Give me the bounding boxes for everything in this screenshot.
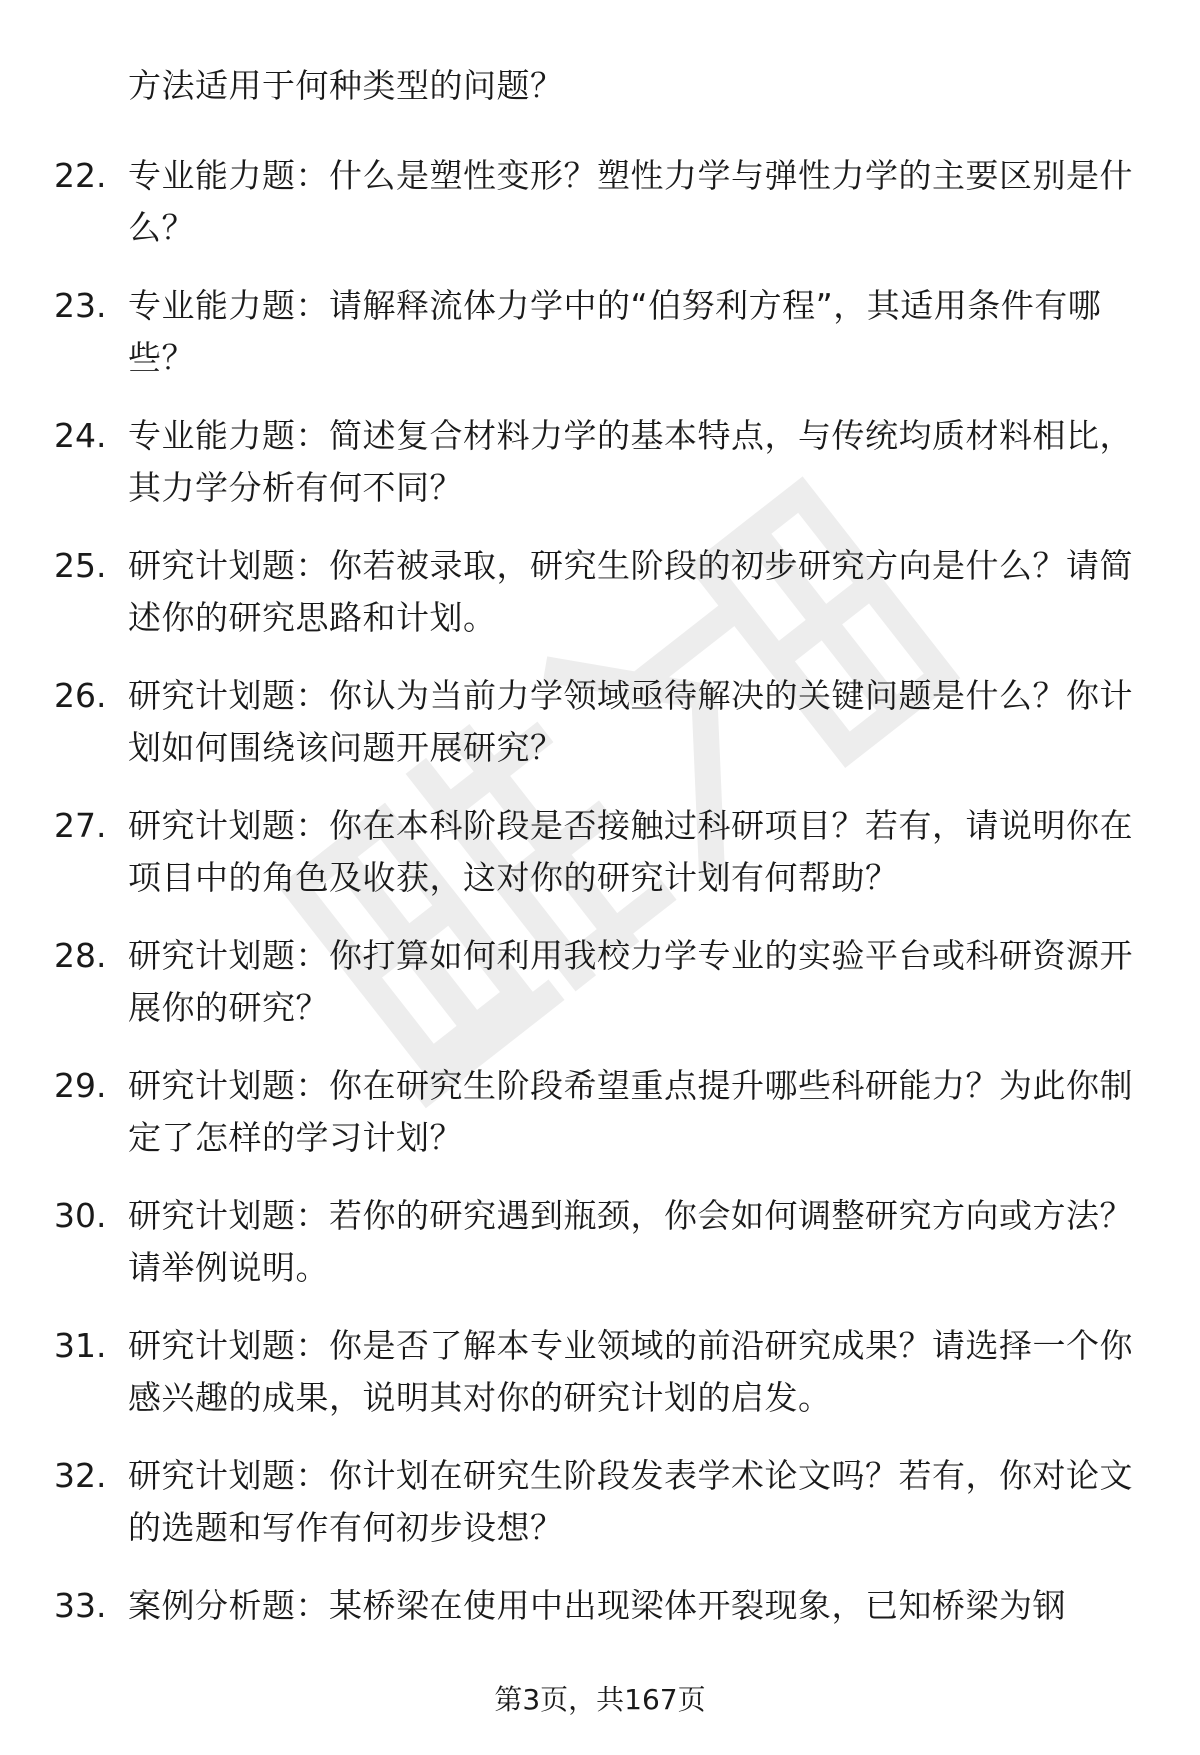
question-item [0,800,1200,930]
question-text: 研究计划题：你在研究生阶段希望重点提升哪些科研能力？为此你制定了怎样的学习计划？ [128,1066,1133,1157]
question-number: 29. [54,1066,107,1105]
page-number: 第3页，共167页 [494,1683,706,1716]
question-text: 研究计划题：若你的研究遇到瓶颈，你会如何调整研究方向或方法？请举例说明。 [128,1196,1133,1287]
question-text: 研究计划题：你是否了解本专业领域的前沿研究成果？请选择一个你感兴趣的成果，说明其对你的研究计划的启发。 [128,1326,1133,1417]
question-item [0,1190,1200,1320]
question-item [0,1450,1200,1580]
question-item [0,670,1200,800]
continued-question-text: 方法适用于何种类型的问题？ [128,66,564,105]
question-text: 专业能力题：什么是塑性变形？塑性力学与弹性力学的主要区别是什么？ [128,156,1133,247]
question-text: 研究计划题：你若被录取，研究生阶段的初步研究方向是什么？请简述你的研究思路和计划。 [128,546,1133,637]
question-text: 研究计划题：你认为当前力学领域亟待解决的关键问题是什么？你计划如何围绕该问题开展研究？ [128,676,1133,767]
question-item [0,150,1200,280]
question-list [0,150,1200,1710]
question-item [0,930,1200,1060]
question-number: 32. [54,1456,107,1495]
question-number: 25. [54,546,107,585]
question-number: 30. [54,1196,107,1235]
question-text: 案例分析题：某桥梁在使用中出现梁体开裂现象，已知桥梁为钢 [128,1586,1066,1625]
question-number: 33. [54,1586,107,1625]
question-number: 23. [54,286,107,325]
question-number: 22. [54,156,107,195]
question-item [0,1320,1200,1450]
question-number: 24. [54,416,107,455]
question-number: 28. [54,936,107,975]
question-item [0,410,1200,540]
question-text: 专业能力题：请解释流体力学中的“伯努利方程”，其适用条件有哪些？ [128,286,1102,377]
question-number: 31. [54,1326,107,1365]
question-text: 研究计划题：你计划在研究生阶段发表学术论文吗？若有，你对论文的选题和写作有何初步设想？ [128,1456,1133,1547]
question-item [0,540,1200,670]
question-text: 专业能力题：简述复合材料力学的基本特点，与传统均质材料相比，其力学分析有何不同？ [128,416,1133,507]
question-text: 研究计划题：你在本科阶段是否接触过科研项目？若有，请说明你在项目中的角色及收获，这对你的研究计划有何帮助？ [128,806,1133,897]
question-text: 研究计划题：你打算如何利用我校力学专业的实验平台或科研资源开展你的研究？ [128,936,1133,1027]
question-item [0,280,1200,410]
question-number: 26. [54,676,107,715]
question-number: 27. [54,806,107,845]
question-item [0,1060,1200,1190]
